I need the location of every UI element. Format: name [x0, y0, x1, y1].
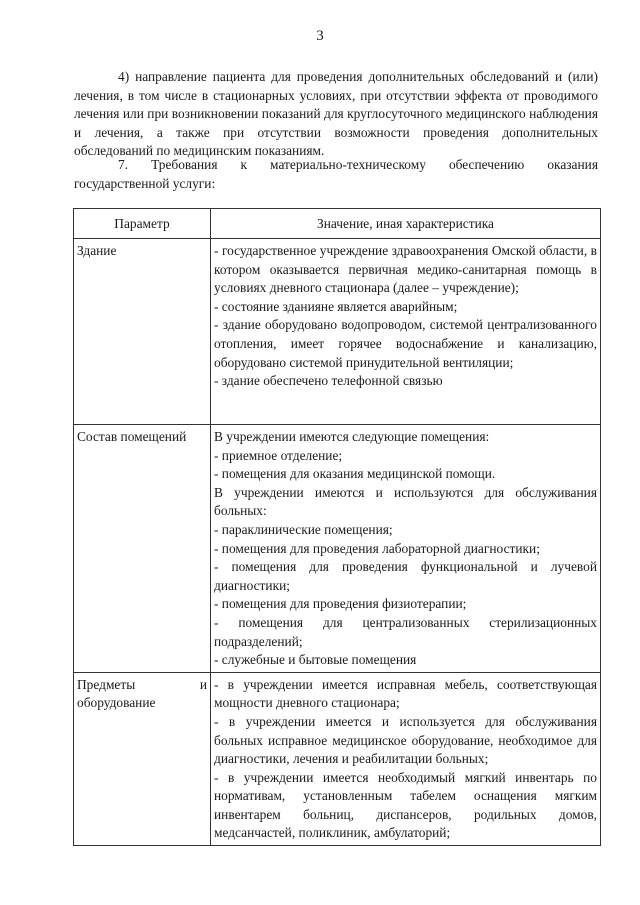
value-line: - здание обеспечено телефонной связью — [214, 373, 443, 389]
value-line: - помещения для централизованных стерилизационных подразделений; — [214, 614, 597, 649]
header-param: Параметр — [74, 209, 211, 239]
value-line: В учреждении имеются и используются для обслуживания больных: — [214, 484, 597, 519]
value-line: - помещения для проведения лабораторной диагностики; — [214, 540, 540, 556]
param-cell: Здание — [74, 239, 211, 425]
value-line: - здание оборудовано водопроводом, системой централизованного отопления, имеет горячее водоснабжение и канализацию, оборудовано системой принудительной вентиляции; — [214, 317, 597, 370]
page-number: 3 — [316, 28, 324, 44]
value-line: - приемное отделение; — [214, 447, 343, 463]
value-line: - помещения для проведения физиотерапии; — [214, 596, 467, 612]
value-line: - помещения для проведения функциональной и лучевой диагностики; — [214, 559, 597, 593]
table-row-equipment — [74, 672, 601, 845]
header-value: Значение, иная характеристика — [211, 209, 601, 239]
table-row-building — [74, 239, 601, 425]
requirements-table — [73, 208, 601, 846]
value-line: - состояние зданияне является аварийным; — [214, 298, 458, 314]
param-line: оборудование — [77, 695, 156, 711]
table-row-premises — [74, 425, 601, 673]
param-cell: Состав помещений — [74, 425, 211, 673]
value-cell — [211, 239, 601, 425]
table-header-row — [74, 209, 601, 239]
value-line: - помещения для оказания медицинской помощи. — [214, 466, 496, 482]
paragraph-7: 7. Требования к материально-техническому обеспечению оказания государственной услуги: — [74, 157, 598, 191]
paragraph-4: 4) направление пациента для проведения дополнительных обследований и (или) лечения, в том числе в стационарных условиях, при отсутствии эффекта от проводимого лечения или при возникновении показаний для круглосуточного медицинского наблюдения и лечения, а также при отсутствии возможности проведения дополнительных обследований по медицинским показаниям. — [74, 69, 598, 158]
value-cell — [211, 672, 601, 845]
value-line: - в учреждении имеется и используется для обслуживания больных исправное медицинское оборудование, необходимое для диагностики, лечения и реабилитации больных; — [214, 713, 597, 767]
value-line: - параклинические помещения; — [214, 521, 393, 537]
value-line: - государственное учреждение здравоохранения Омской области, в котором оказывается первичная медико-санитарная помощь в условиях дневного стационара (далее – учреждение); — [214, 243, 597, 296]
value-line: - служебные и бытовые помещения — [214, 652, 417, 668]
value-line: - в учреждении имеется исправная мебель, соответствующая мощности дневного стационара; — [214, 676, 597, 711]
value-line: В учреждении имеются следующие помещения: — [214, 429, 490, 444]
param-cell — [74, 672, 211, 845]
param-line: Предметы и — [77, 676, 207, 692]
value-cell — [211, 425, 601, 673]
value-line: - в учреждении имеется необходимый мягкий инвентарь по нормативам, установленным табелем оснащения мягким инвентарем больниц, диспансеров, родильных домов, медсанчастей, поликлиник, амбулаторий; — [214, 769, 597, 841]
